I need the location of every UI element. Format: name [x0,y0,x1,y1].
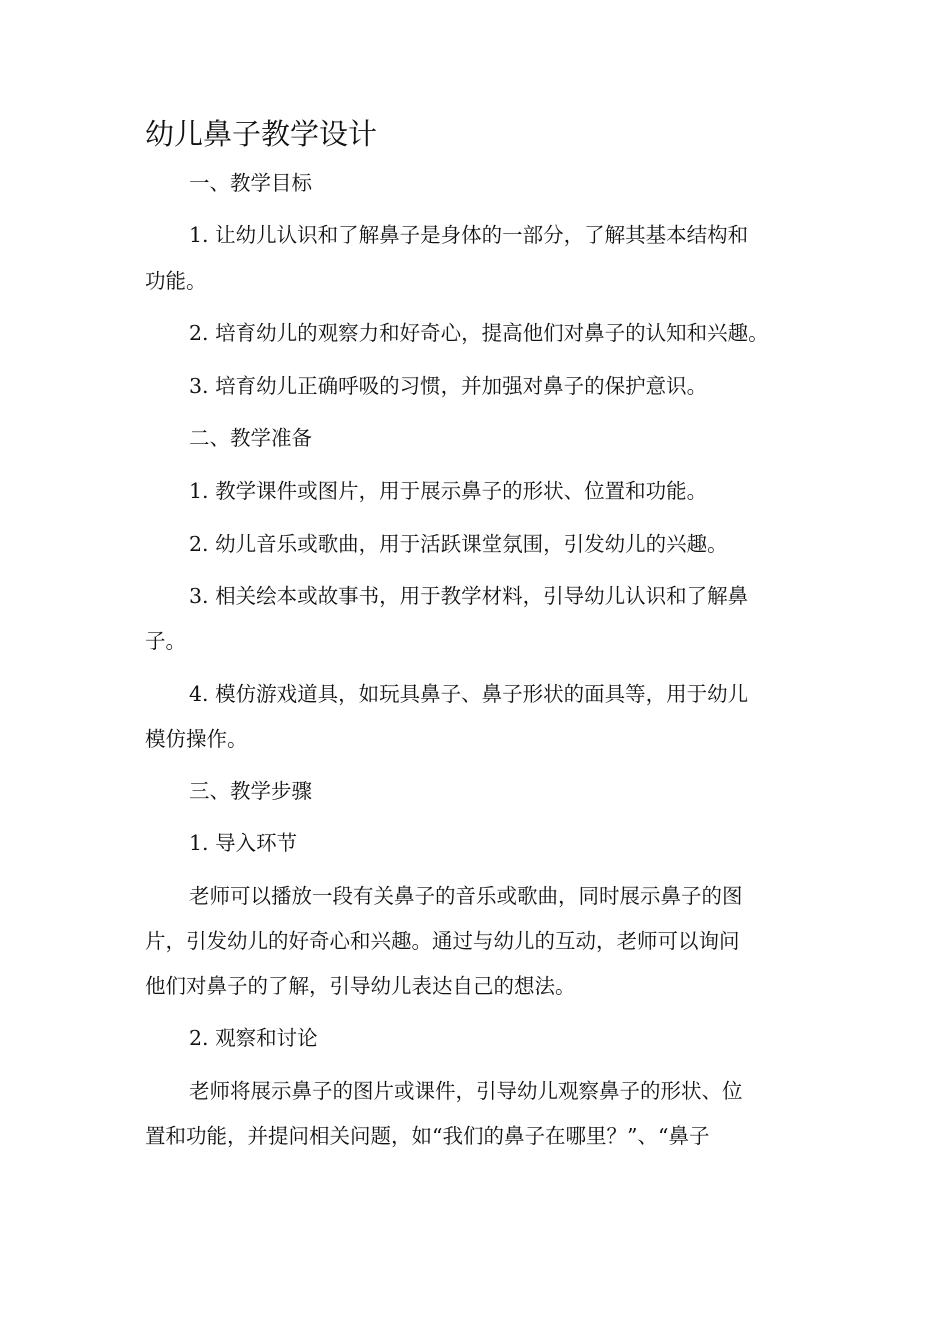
goal-item-3: 3. 培育幼儿正确呼吸的习惯，并加强对鼻子的保护意识。 [189,374,708,398]
step-2-paragraph-line-1: 老师将展示鼻子的图片或课件，引导幼儿观察鼻子的形状、位 [189,1079,743,1103]
section-heading-steps: 三、教学步骤 [189,779,312,803]
step-1-paragraph-line-1: 老师可以播放一段有关鼻子的音乐或歌曲，同时展示鼻子的图 [189,884,743,908]
step-heading-2: 2. 观察和讨论 [189,1026,318,1050]
prep-item-4-cont: 模仿操作。 [145,727,248,751]
prep-item-1: 1. 教学课件或图片，用于展示鼻子的形状、位置和功能。 [189,479,708,503]
goal-item-2: 2. 培育幼儿的观察力和好奇心，提高他们对鼻子的认知和兴趣。 [189,321,769,345]
prep-item-3: 3. 相关绘本或故事书，用于教学材料，引导幼儿认识和了解鼻 [189,584,749,608]
section-heading-preparation: 二、教学准备 [189,426,312,450]
section-heading-goals: 一、教学目标 [189,171,312,195]
step-heading-1: 1. 导入环节 [189,831,298,855]
prep-item-3-cont: 子。 [145,629,186,653]
step-1-paragraph-line-3: 他们对鼻子的了解，引导幼儿表达自己的想法。 [145,974,576,998]
step-2-paragraph-line-2: 置和功能，并提问相关问题，如“我们的鼻子在哪里？”、“鼻子 [145,1124,710,1148]
prep-item-4: 4. 模仿游戏道具，如玩具鼻子、鼻子形状的面具等，用于幼儿 [189,682,749,706]
goal-item-1: 1. 让幼儿认识和了解鼻子是身体的一部分，了解其基本结构和 [189,223,749,247]
prep-item-2: 2. 幼儿音乐或歌曲，用于活跃课堂氛围，引发幼儿的兴趣。 [189,532,728,556]
step-1-paragraph-line-2: 片，引发幼儿的好奇心和兴趣。通过与幼儿的互动，老师可以询问 [145,929,740,953]
goal-item-1-cont: 功能。 [145,269,207,293]
document-title: 幼儿鼻子教学设计 [145,117,378,151]
